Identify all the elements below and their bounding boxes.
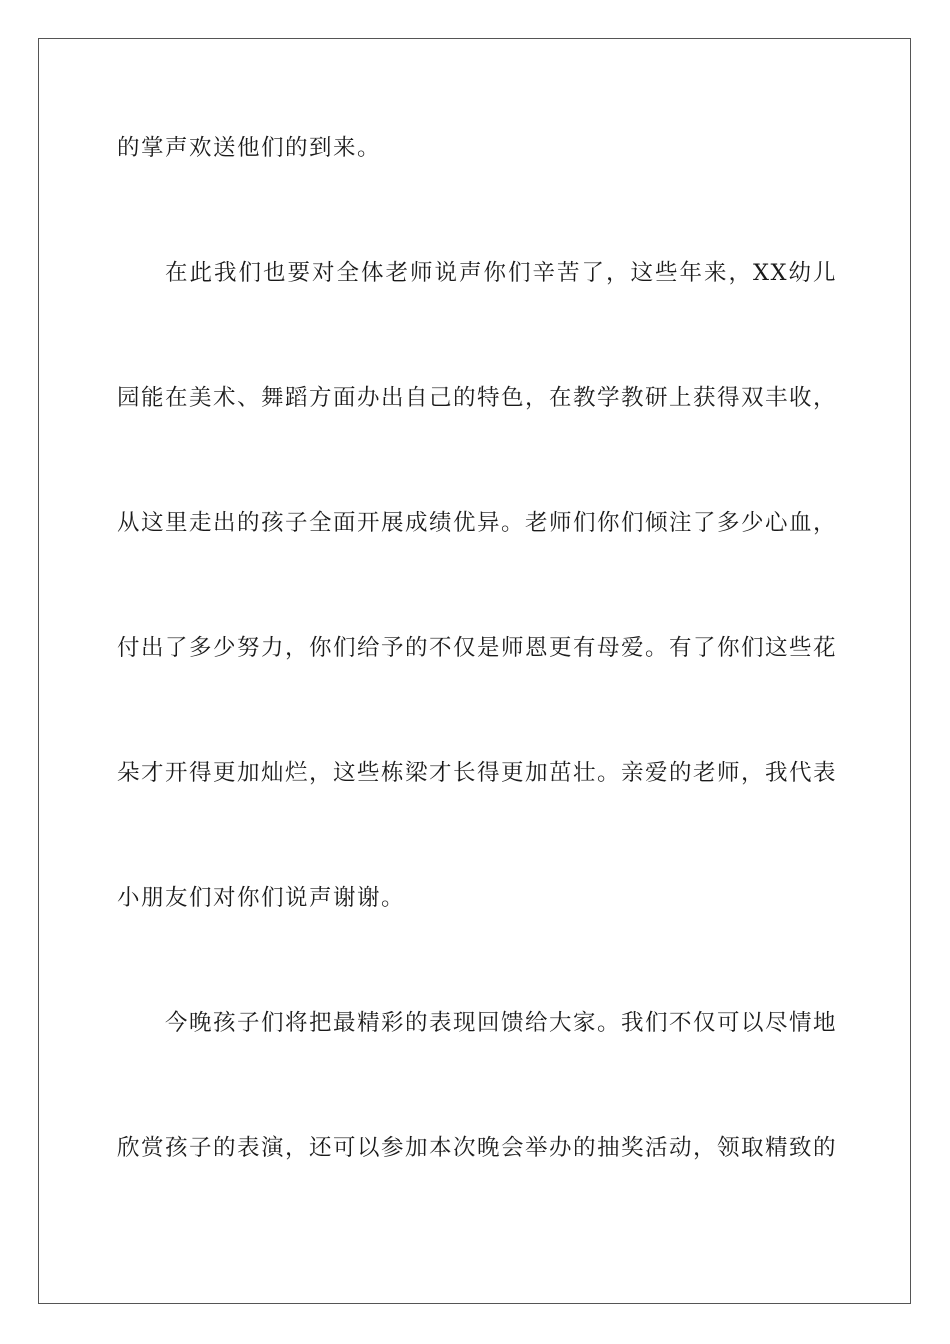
paragraph-start-line: 在此我们也要对全体老师说声你们辛苦了，这些年来，XX幼儿	[165, 260, 837, 286]
text-line: 园能在美术、舞蹈方面办出自己的特色，在教学教研上获得双丰收，	[117, 385, 838, 411]
text-line: 的掌声欢送他们的到来。	[117, 135, 382, 161]
paragraph-start-line: 今晚孩子们将把最精彩的表现回馈给大家。我们不仅可以尽情地	[165, 1010, 838, 1036]
page-border	[38, 38, 911, 1304]
text-line: 朵才开得更加灿烂，这些栋梁才长得更加茁壮。亲爱的老师，我代表	[117, 760, 838, 786]
text-line: 欣赏孩子的表演，还可以参加本次晚会举办的抽奖活动，领取精致的	[117, 1135, 838, 1161]
text-line: 付出了多少努力，你们给予的不仅是师恩更有母爱。有了你们这些花	[117, 635, 838, 661]
text-line: 从这里走出的孩子全面开展成绩优异。老师们你们倾注了多少心血，	[117, 510, 838, 536]
text-line: 小朋友们对你们说声谢谢。	[117, 885, 406, 911]
